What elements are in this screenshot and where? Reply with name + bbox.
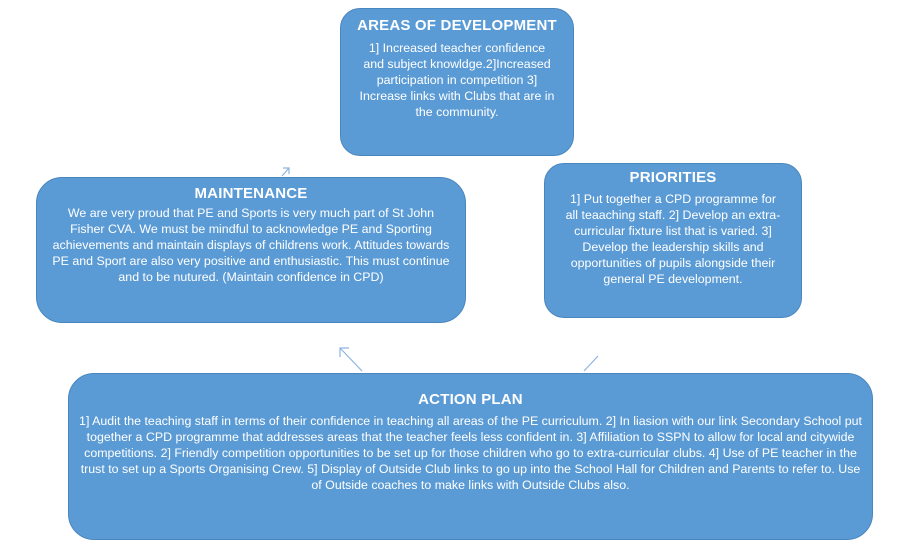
priorities-box <box>544 163 802 318</box>
arrow-maintenance-to-areas <box>282 168 289 176</box>
action-plan-box <box>68 373 873 540</box>
action-plan-text: 1] Audit the teaching staff in terms of their confidence in teaching all areas of the PE curriculum. 2] In liasion with our link Secondary School put together a CPD programme that addresses areas that the teacher feels less confident in. 3] Affiliation to SSPN to allow for local and citywide competitions. 2] Friendly competition opportunities to be set up for those children who go to extra-curricular clubs. 4] Use of PE teacher in the trust to set up a Sports Organising Crew. 5] Display of Outside Club links to go up into the School Hall for Children and Parents to refer to. Use of Outside coaches to make links with Outside Clubs also. <box>79 414 862 492</box>
areas-of-development-box <box>340 8 574 156</box>
maintenance-box <box>36 177 466 323</box>
action-plan-title: ACTION PLAN <box>418 391 523 408</box>
areas-of-development-text: 1] Increased teacher confidence and subject knowldge.2]Increased participation in competition 3] Increase links with Clubs that are in the community. <box>359 41 555 119</box>
areas-of-development-title: AREAS OF DEVELOPMENT <box>357 17 557 34</box>
arrow-action-to-maintenance <box>340 348 362 371</box>
priorities-title: PRIORITIES <box>629 169 717 186</box>
arrow-priorities-to-action <box>584 356 598 371</box>
priorities-text: 1] Put together a CPD programme for all teaaching staff. 2] Develop an extra-curricular fixture list that is varied. 3] Develop the leadership skills and opportunities of pupils alongside their general PE development. <box>565 192 781 286</box>
maintenance-text: We are very proud that PE and Sports is very much part of St John Fisher CVA. We must be mindful to acknowledge PE and Sporting achievements and maintain displays of childrens work. Attitudes towards PE and Sport are also very positive and enthusiastic. This must continue and to be nutured. (Maintain confidence in CPD) <box>52 206 450 284</box>
maintenance-title: MAINTENANCE <box>194 185 308 202</box>
